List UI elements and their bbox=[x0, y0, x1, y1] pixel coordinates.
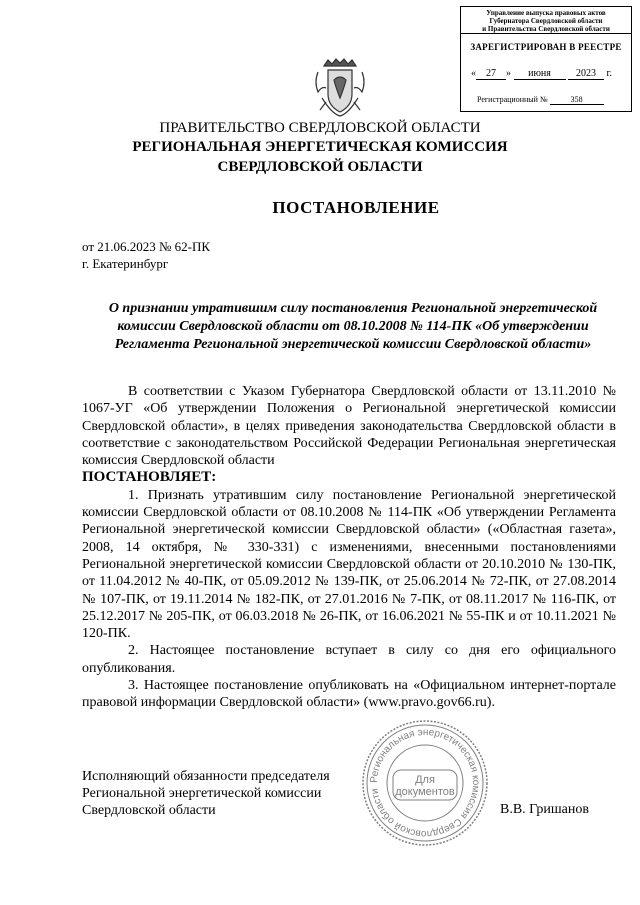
stamp-center-line1: Для bbox=[415, 774, 435, 786]
signatory-name: В.В. Гришанов bbox=[500, 802, 589, 817]
commission-title-line1: РЕГИОНАЛЬНАЯ ЭНЕРГЕТИЧЕСКАЯ КОМИССИЯ bbox=[132, 139, 508, 155]
registration-year: 2023 bbox=[568, 68, 604, 80]
registration-header-line: Управление выпуска правовых актов bbox=[486, 9, 606, 17]
signature-block bbox=[82, 768, 330, 819]
government-title: ПРАВИТЕЛЬСТВО СВЕРДЛОВСКОЙ ОБЛАСТИ bbox=[159, 120, 481, 136]
registration-box bbox=[460, 6, 632, 112]
signature-position-line: Региональной энергетической комиссии bbox=[82, 786, 322, 801]
document-meta bbox=[82, 238, 210, 272]
commission-title-line2: СВЕРДЛОВСКОЙ ОБЛАСТИ bbox=[217, 159, 423, 175]
registration-header bbox=[461, 7, 631, 34]
number-label: Регистрационный bbox=[477, 95, 538, 104]
document-body bbox=[82, 383, 616, 712]
list-item: 3. Настоящее постановление опубликовать на «Официальном интернет-портале правовой информации Свердловской области» (www.pravo.gov66.ru). bbox=[82, 678, 616, 711]
number-value: 358 bbox=[550, 95, 604, 105]
registration-date bbox=[471, 68, 631, 80]
document-subject: О признании утратившим силу постановления Региональной энергетической комиссии Свердловской области от 08.10.2008 № 114-ПК «Об утверждении Регламента Региональной энергетической комиссии Свердловской области» bbox=[108, 301, 598, 352]
preamble: В соответствии с Указом Губернатора Свердловской области от 13.11.2010 № 1067-УГ «Об утверждении Положения о Региональной энергетической комиссии Свердловской области», в целях приведения законодательства Свердловской области в соответствие с законодательством Российской Федерации Региональная энергетическая комиссия Свердловской области bbox=[82, 384, 616, 469]
list-item: 2. Настоящее постановление вступает в силу со дня его официального опубликования. bbox=[82, 643, 616, 676]
registration-month: июня bbox=[514, 68, 566, 80]
stamp-ring-text: Региональная энергетическая комиссия Свердловской области bbox=[368, 726, 482, 840]
number-sign: № bbox=[539, 95, 548, 104]
signature-position-line: Свердловской области bbox=[82, 803, 216, 818]
signature-position-line: Исполняющий обязанности председателя bbox=[82, 769, 330, 784]
city: г. Екатеринбург bbox=[82, 256, 169, 271]
decree-word: ПОСТАНОВЛЯЕТ: bbox=[82, 469, 217, 486]
registration-day: 27 bbox=[476, 68, 506, 80]
registration-number bbox=[477, 95, 627, 105]
registration-header-line: и Правительства Свердловской области bbox=[482, 25, 610, 33]
close-quote: » bbox=[506, 68, 511, 79]
stamp-center-line2: документов bbox=[395, 786, 455, 798]
official-stamp bbox=[360, 718, 490, 848]
registered-label: ЗАРЕГИСТРИРОВАН В РЕЕСТРЕ bbox=[470, 42, 622, 52]
coat-of-arms-logo bbox=[312, 58, 368, 120]
document-type: ПОСТАНОВЛЕНИЕ bbox=[272, 198, 440, 217]
date-number: от 21.06.2023 № 62-ПК bbox=[82, 239, 211, 254]
list-item: 1. Признать утратившим силу постановление Региональной энергетической комиссии Свердловской области от 08.10.2008 № 114-ПК «Об утверждении Регламента Региональной энергетической комиссии Свердловской области» («Областная газета», 2008, 14 октября, № 330-331) с изменениями, внесенными постановлениями Региональной энергетической комиссии Свердловской области от 20.10.2010 № 130-ПК, от 11.04.2012 № 40-ПК, от 05.09.2012 № 139-ПК, от 25.06.2014 № 72-ПК, от 27.08.2014 № 107-ПК, от 19.11.2014 № 182-ПК, от 27.01.2016 № 7-ПК, от 08.11.2017 № 116-ПК, от 25.12.2017 № 205-ПК, от 06.03.2018 № 26-ПК, от 16.06.2021 № 55-ПК и от 10.11.2021 № 120-ПК. bbox=[82, 487, 616, 642]
registration-header-line: Губернатора Свердловской области bbox=[489, 17, 603, 25]
year-suffix: г. bbox=[606, 68, 612, 79]
open-quote: « bbox=[471, 68, 476, 79]
